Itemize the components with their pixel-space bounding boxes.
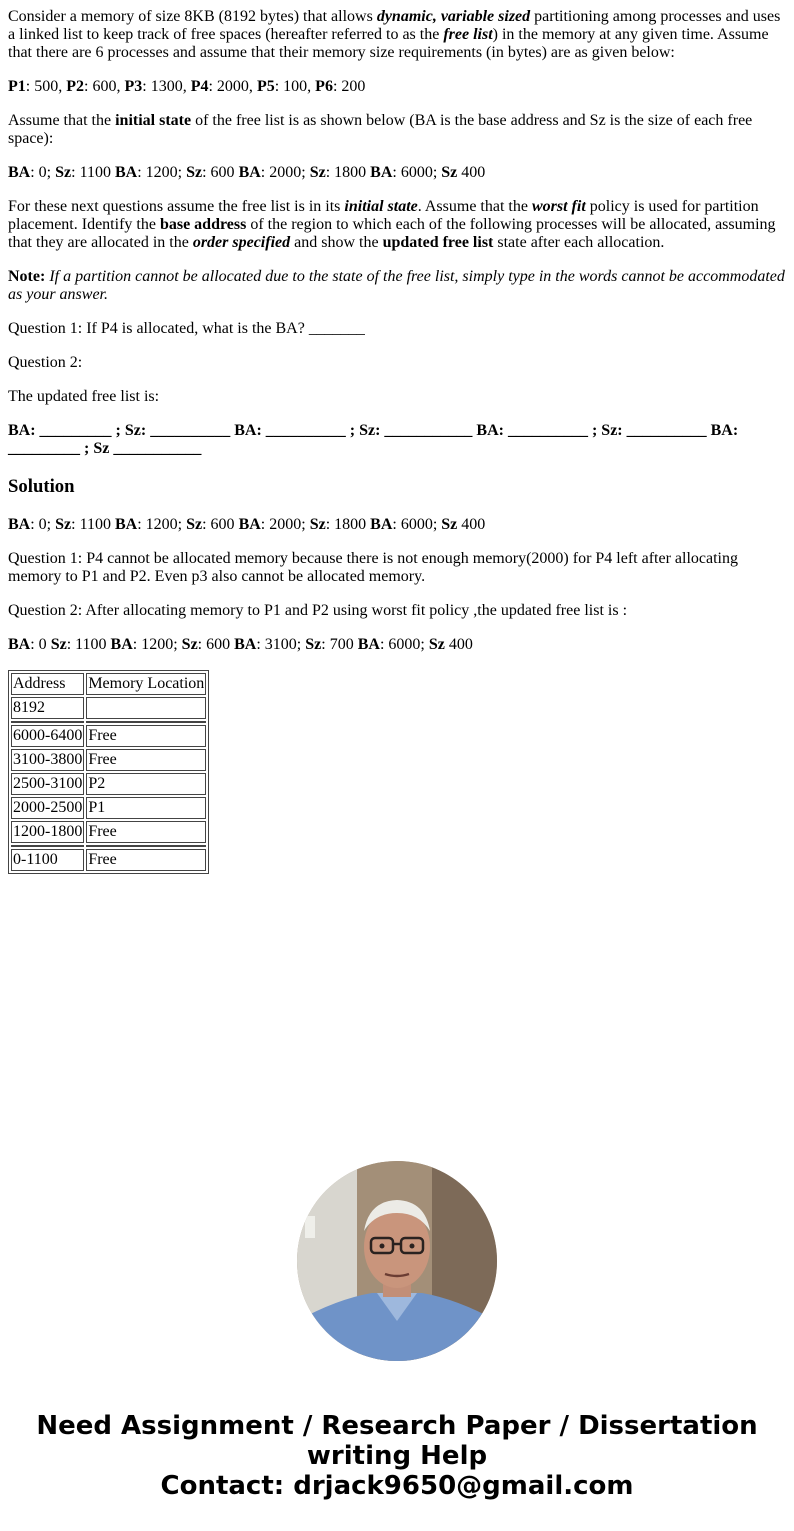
footer-line-2: Contact: drjack9650@gmail.com: [160, 1471, 634, 1501]
table-row: [11, 849, 206, 871]
instr-emph-worst-fit: worst fit: [531, 198, 586, 215]
free-list-key: BA: [370, 164, 393, 181]
memory-map-table: [8, 670, 209, 874]
table-cell: P1: [86, 797, 206, 819]
table-row: [11, 797, 206, 819]
table-cell: [86, 697, 206, 719]
free-list-key: Sz: [428, 636, 445, 653]
process-name: P6: [315, 78, 333, 95]
author-photo: [297, 1161, 497, 1361]
table-cell: 3100-3800: [11, 749, 84, 771]
table-cell: 6000-6400: [11, 725, 84, 747]
process-name: P2: [66, 78, 85, 95]
assume-paragraph: [8, 112, 786, 148]
assume-text-3: of the free list is as shown below (BA is the base address and Sz is the size of each free space):: [8, 112, 753, 147]
free-list-key: Sz: [186, 164, 203, 181]
free-list-key: Sz: [309, 516, 326, 533]
solution-updated-list: [8, 636, 786, 654]
free-list-value: 400: [457, 164, 486, 181]
instr-text: of the region to which each of the following processes will be allocated, assuming that they are allocated in the: [8, 216, 776, 251]
free-list-value: : 1200;: [137, 164, 187, 181]
free-list-value: : 1800: [325, 516, 371, 533]
free-list-value: : 0: [30, 636, 51, 653]
process-size: : 100,: [274, 78, 316, 95]
free-list-value: : 3100;: [256, 636, 306, 653]
blank-free-list-text: BA: _________ ; Sz: __________ BA: __________ ; Sz: ___________ BA: __________ ; Sz: __________ BA: _________ ; Sz ___________: [8, 422, 739, 457]
table-spacer-cell: [11, 845, 84, 847]
process-size: : 200: [332, 78, 366, 95]
table-spacer-cell: [11, 721, 84, 723]
instr-text: For these next questions assume the free list is in its: [8, 198, 345, 215]
free-list-key: Sz: [186, 516, 203, 533]
intro-paragraph: [8, 8, 786, 62]
updated-list-label: The updated free list is:: [8, 388, 160, 405]
table-row: [11, 821, 206, 843]
document-body: [0, 8, 794, 874]
footer-line-1: Need Assignment / Research Paper / Dissertation writing Help: [36, 1411, 758, 1471]
free-list-key: BA: [234, 636, 257, 653]
free-list-value: : 6000;: [392, 516, 442, 533]
table-spacer-cell: [86, 721, 206, 723]
table-cell: P2: [86, 773, 206, 795]
note-text: If a partition cannot be allocated due to the state of the free list, simply type in the words cannot be accommodated as your answer.: [8, 268, 785, 303]
table-row: [11, 725, 206, 747]
note-paragraph: [8, 268, 786, 304]
table-cell: Free: [86, 821, 206, 843]
intro-emph-free-list: free list: [443, 26, 493, 43]
free-list-value: : 600: [202, 164, 239, 181]
process-name: P5: [256, 78, 275, 95]
free-list-value: : 1100: [66, 636, 111, 653]
free-list-key: BA: [110, 636, 133, 653]
instr-text: policy is used for partition placement. Identify the: [8, 198, 759, 233]
free-list-value: : 700: [321, 636, 358, 653]
question-2: Question 2:: [8, 354, 83, 371]
blank-free-list: [8, 422, 786, 458]
table-spacer-row: [11, 845, 206, 847]
process-size: : 2000,: [208, 78, 257, 95]
table-header-cell: Address: [11, 673, 84, 695]
free-list-key: BA: [238, 516, 261, 533]
solution-initial-list: [8, 516, 786, 534]
solution-heading: Solution: [8, 476, 75, 497]
free-list-value: : 1200;: [132, 636, 182, 653]
assume-text-1: Assume that the: [8, 112, 116, 129]
instr-emph-order-specified: order specified: [192, 234, 291, 251]
table-cell: 8192: [11, 697, 84, 719]
instr-emph-base-address: base address: [159, 216, 247, 233]
process-requirements: [8, 78, 786, 96]
process-name: P3: [124, 78, 143, 95]
free-list-value: : 1200;: [137, 516, 187, 533]
table-cell: 2500-3100: [11, 773, 84, 795]
instr-text: and show the: [290, 234, 383, 251]
free-list-value: : 6000;: [392, 164, 442, 181]
initial-free-list: [8, 164, 786, 182]
free-list-value: : 6000;: [379, 636, 429, 653]
answer-1: Question 1: P4 cannot be allocated memory because there is not enough memory(2000) for P4 left after allocating memory to P1 and P2. Even p3 also cannot be allocated memory.: [8, 550, 738, 585]
free-list-key: Sz: [441, 516, 458, 533]
free-list-key: Sz: [55, 164, 72, 181]
free-list-value: : 1100: [71, 164, 115, 181]
table-row: [11, 749, 206, 771]
table-cell: Free: [86, 749, 206, 771]
free-list-key: BA: [8, 164, 31, 181]
free-list-key: BA: [357, 636, 380, 653]
table-spacer-row: [11, 721, 206, 723]
free-list-key: Sz: [50, 636, 67, 653]
table-cell: 0-1100: [11, 849, 84, 871]
note-label: Note:: [8, 268, 46, 285]
free-list-key: BA: [8, 516, 31, 533]
table-row: [11, 773, 206, 795]
process-name: P4: [190, 78, 209, 95]
free-list-value: : 2000;: [260, 164, 310, 181]
table-header-cell: Memory Location: [86, 673, 206, 695]
process-size: : 500,: [25, 78, 67, 95]
free-list-value: 400: [457, 516, 486, 533]
free-list-key: Sz: [309, 164, 326, 181]
table-row: [11, 697, 206, 719]
table-spacer-cell: [86, 845, 206, 847]
free-list-value: : 1800: [325, 164, 371, 181]
author-photo-image: [297, 1161, 497, 1361]
free-list-key: BA: [114, 164, 138, 181]
free-list-value: 400: [444, 636, 473, 653]
assume-emph-initial-state: initial state: [115, 112, 192, 129]
instr-text: . Assume that the: [417, 198, 532, 215]
process-name: P1: [8, 78, 26, 95]
intro-text-5: ) in the memory at any given time. Assume that there are 6 processes and assume that their memory size requirements (in bytes) are as given below:: [8, 26, 769, 61]
free-list-value: : 600: [202, 516, 239, 533]
free-list-key: BA: [8, 636, 31, 653]
instr-emph-initial-state: initial state: [344, 198, 418, 215]
free-list-key: BA: [238, 164, 261, 181]
instructions-paragraph: [8, 198, 786, 252]
free-list-value: : 600: [197, 636, 235, 653]
free-list-value: : 1100: [71, 516, 115, 533]
instr-emph-updated-free-list: updated free list: [382, 234, 494, 251]
process-size: : 600,: [84, 78, 125, 95]
free-list-value: : 2000;: [260, 516, 310, 533]
free-list-key: BA: [114, 516, 138, 533]
answer-2: Question 2: After allocating memory to P1 and P2 using worst fit policy ,the updated free list is :: [8, 602, 628, 619]
table-cell: 2000-2500: [11, 797, 84, 819]
table-header-row: [11, 673, 206, 695]
free-list-key: Sz: [55, 516, 72, 533]
table-cell: 1200-1800: [11, 821, 84, 843]
free-list-key: BA: [370, 516, 393, 533]
free-list-key: Sz: [441, 164, 458, 181]
table-cell: Free: [86, 725, 206, 747]
free-list-value: : 0;: [30, 164, 56, 181]
instr-text: state after each allocation.: [493, 234, 665, 251]
free-list-value: : 0;: [30, 516, 56, 533]
question-1: Question 1: If P4 is allocated, what is the BA? _______: [8, 320, 365, 337]
free-list-key: Sz: [305, 636, 322, 653]
footer-contact: [0, 1411, 794, 1501]
table-cell: Free: [86, 849, 206, 871]
intro-text-3: partitioning among processes and uses a linked list to keep track of free spaces (hereafter referred to as the: [8, 8, 781, 43]
intro-emph-dynamic: dynamic, variable sized: [376, 8, 531, 25]
free-list-key: Sz: [181, 636, 198, 653]
process-size: : 1300,: [142, 78, 191, 95]
intro-text-1: Consider a memory of size 8KB (8192 bytes) that allows: [8, 8, 377, 25]
